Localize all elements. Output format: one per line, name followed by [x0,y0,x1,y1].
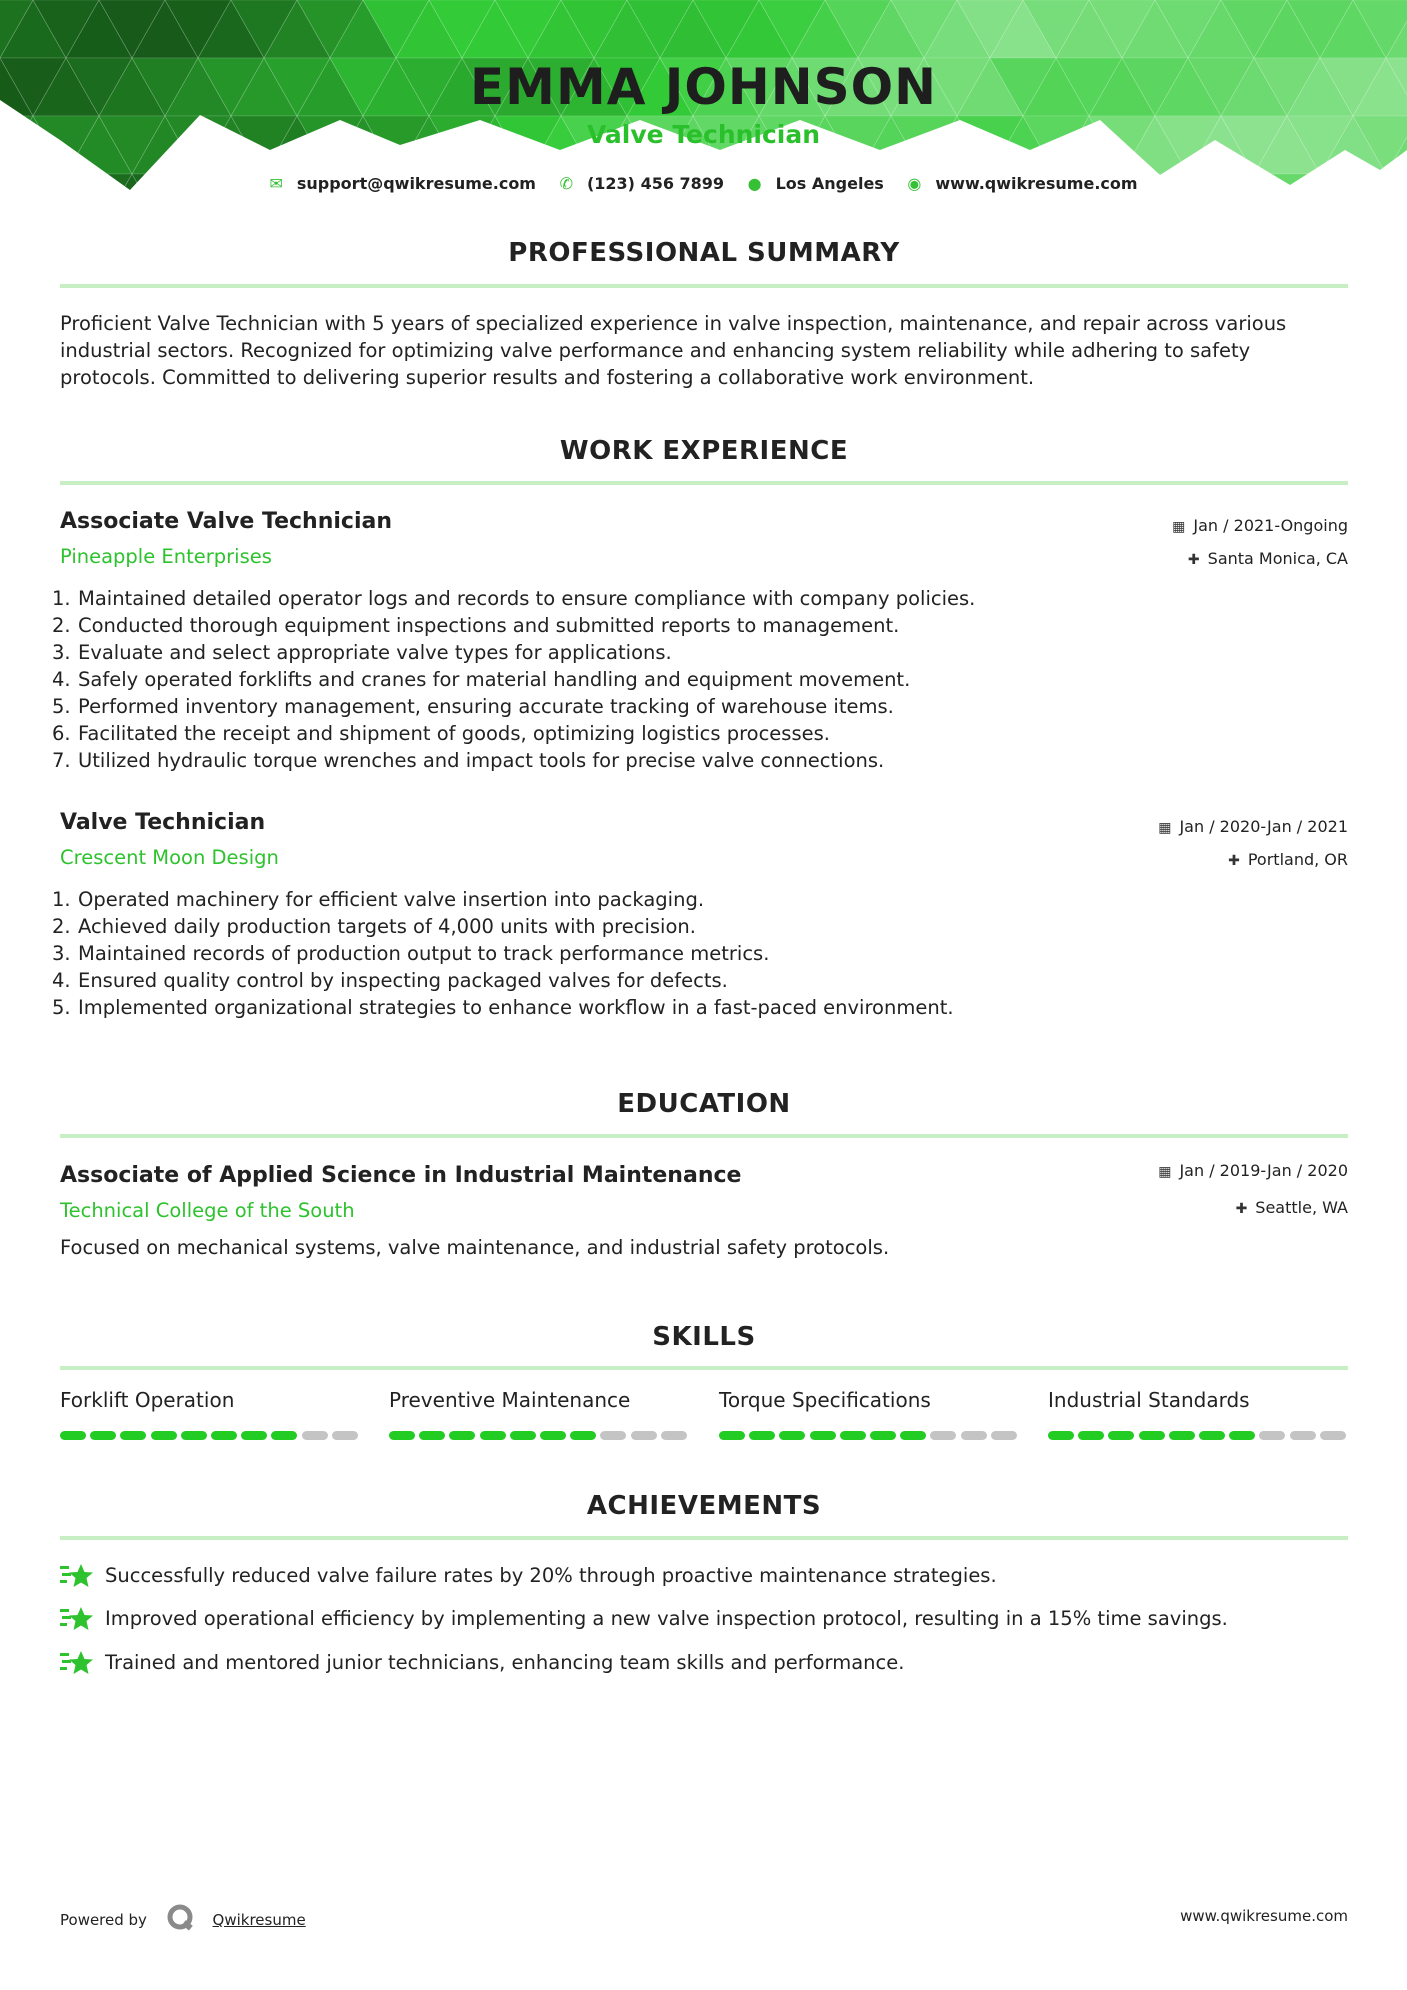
list-item: 7. Utilized hydraulic torque wrenches and impact tools for precise valve connections. [52,749,885,772]
education-divider [60,1134,1348,1138]
list-item: 5. Implemented organizational strategies to enhance workflow in a fast-paced environment. [52,996,954,1019]
skill-segment-filled [870,1431,896,1440]
skill-segment-filled [449,1431,475,1440]
achievements-heading: ACHIEVEMENTS [586,1491,822,1521]
skill-segment-filled [1169,1431,1195,1440]
achievement-text: Successfully reduced valve failure rates by 20% through proactive maintenance strategies. [105,1564,997,1587]
pushpin-icon: ✚ [1228,853,1240,869]
skill-segment-empty [991,1431,1017,1440]
powered-by-label: Powered by [60,1911,147,1929]
skill-level-bar [1048,1431,1348,1440]
job-company: Pineapple Enterprises [60,545,272,568]
star-badge-icon [60,1562,94,1590]
skill-segment-filled [779,1431,805,1440]
education-description: Focused on mechanical systems, valve maintenance, and industrial safety protocols. [60,1236,890,1259]
skill-segment-filled [1108,1431,1134,1440]
skill-segment-empty [961,1431,987,1440]
skill-segment-empty [1259,1431,1285,1440]
skill-segment-filled [241,1431,267,1440]
job-location: ✚ Portland, OR [1228,850,1348,869]
summary-text: Proficient Valve Technician with 5 years of specialized experience in valve inspection, maintenance, and repair across various industrial sectors. Recognized for optimizing valve performance and enhancing system reliability while adhering to safety protocols. Committed to delivering superior results and fostering a collaborative work environment. [60,312,1287,389]
job-company: Crescent Moon Design [60,846,279,869]
globe-icon: ◉ [907,174,922,193]
job-responsibilities [52,886,954,1021]
calendar-icon: ▦ [1158,1164,1172,1180]
skill-segment-empty [661,1431,687,1440]
skill-segment-filled [1229,1431,1255,1440]
star-badge-icon [60,1649,94,1677]
pushpin-icon: ✚ [1187,552,1200,568]
job-responsibilities [52,585,975,774]
achievement-text: Trained and mentored junior technicians, enhancing team skills and performance. [105,1651,905,1674]
map-pin-icon: ● [747,174,762,193]
skill-segment-empty [332,1431,358,1440]
skill-item [719,1388,1019,1412]
star-badge-icon [60,1605,94,1633]
skill-segment-filled [840,1431,866,1440]
list-item: 2. Conducted thorough equipment inspections and submitted reports to management. [52,614,900,637]
skill-name: Industrial Standards [1048,1388,1250,1412]
list-item: 1. Operated machinery for efficient valve insertion into packaging. [52,888,705,911]
skill-segment-filled [181,1431,207,1440]
skill-level-bar [60,1431,360,1440]
footer-powered-by [60,1903,306,1937]
skill-segment-filled [570,1431,596,1440]
skill-segment-filled [719,1431,745,1440]
skill-item [60,1388,360,1412]
skill-segment-filled [151,1431,177,1440]
envelope-icon: ✉ [269,174,283,193]
skill-item [389,1388,689,1412]
experience-heading: WORK EXPERIENCE [559,436,849,466]
skill-segment-filled [540,1431,566,1440]
skill-name: Forklift Operation [60,1388,235,1412]
skills-heading: SKILLS [652,1322,756,1352]
education-school: Technical College of the South [60,1199,355,1222]
skill-segment-filled [419,1431,445,1440]
candidate-role: Valve Technician [586,120,821,149]
contact-phone[interactable]: ✆ (123) 456 7899 [559,174,725,193]
skill-segment-empty [930,1431,956,1440]
education-degree: Associate of Applied Science in Industrial Maintenance [60,1163,742,1188]
experience-divider [60,481,1348,485]
education-location: ✚ Seattle, WA [1235,1198,1348,1217]
qwikresume-logo-icon [166,1903,196,1937]
list-item: 6. Facilitated the receipt and shipment of goods, optimizing logistics processes. [52,722,830,745]
calendar-icon: ▦ [1158,820,1172,836]
pushpin-icon: ✚ [1235,1201,1248,1217]
education-heading: EDUCATION [617,1089,791,1119]
calendar-icon: ▦ [1172,519,1186,535]
list-item: 1. Maintained detailed operator logs and records to ensure compliance with company policies. [52,587,976,610]
list-item: 5. Performed inventory management, ensuring accurate tracking of warehouse items. [52,695,894,718]
summary-divider [60,284,1348,288]
skill-segment-empty [1320,1431,1346,1440]
skill-segment-empty [302,1431,328,1440]
skill-segment-filled [1139,1431,1165,1440]
job-dates: ▦ Jan / 2021-Ongoing [1172,516,1348,535]
skill-item [1048,1388,1348,1412]
contact-bar [0,174,1407,193]
skill-segment-filled [60,1431,86,1440]
achievement-text: Improved operational efficiency by implementing a new valve inspection protocol, resulting in a 15% time savings. [105,1607,1228,1630]
skill-segment-filled [271,1431,297,1440]
skill-name: Preventive Maintenance [389,1388,631,1412]
job-dates: ▦ Jan / 2020-Jan / 2021 [1158,817,1348,836]
skill-segment-filled [749,1431,775,1440]
skill-segment-filled [389,1431,415,1440]
job-location: ✚ Santa Monica, CA [1187,549,1348,568]
skill-segment-filled [480,1431,506,1440]
phone-icon: ✆ [559,174,573,193]
skill-segment-filled [1048,1431,1074,1440]
contact-email[interactable]: ✉ support@qwikresume.com [269,174,536,193]
skill-segment-filled [120,1431,146,1440]
skill-segment-filled [90,1431,116,1440]
skill-segment-filled [1078,1431,1104,1440]
skill-segment-filled [810,1431,836,1440]
skill-segment-filled [1199,1431,1225,1440]
achievements-divider [60,1536,1348,1540]
skill-segment-empty [631,1431,657,1440]
skill-segment-empty [1290,1431,1316,1440]
footer-website[interactable]: www.qwikresume.com [1180,1907,1348,1925]
skill-level-bar [389,1431,689,1440]
qwikresume-link[interactable]: Qwikresume [212,1911,306,1929]
skill-segment-filled [211,1431,237,1440]
list-item: 3. Evaluate and select appropriate valve types for applications. [52,641,672,664]
contact-website[interactable]: ◉ www.qwikresume.com [907,174,1138,193]
job-title: Associate Valve Technician [60,509,392,534]
list-item: 4. Safely operated forklifts and cranes for material handling and equipment movement. [52,668,911,691]
skills-divider [60,1366,1348,1370]
summary-heading: PROFESSIONAL SUMMARY [508,238,900,268]
skill-segment-empty [600,1431,626,1440]
skill-name: Torque Specifications [719,1388,931,1412]
job-title: Valve Technician [60,810,266,835]
header-banner [0,0,1407,200]
education-dates: ▦ Jan / 2019-Jan / 2020 [1158,1161,1348,1180]
skill-level-bar [719,1431,1019,1440]
list-item: 2. Achieved daily production targets of 4,000 units with precision. [52,915,696,938]
skill-segment-filled [510,1431,536,1440]
list-item: 3. Maintained records of production output to track performance metrics. [52,942,770,965]
contact-location: ● Los Angeles [747,174,884,193]
candidate-name: EMMA JOHNSON [470,58,937,116]
list-item: 4. Ensured quality control by inspecting packaged valves for defects. [52,969,728,992]
skill-segment-filled [900,1431,926,1440]
